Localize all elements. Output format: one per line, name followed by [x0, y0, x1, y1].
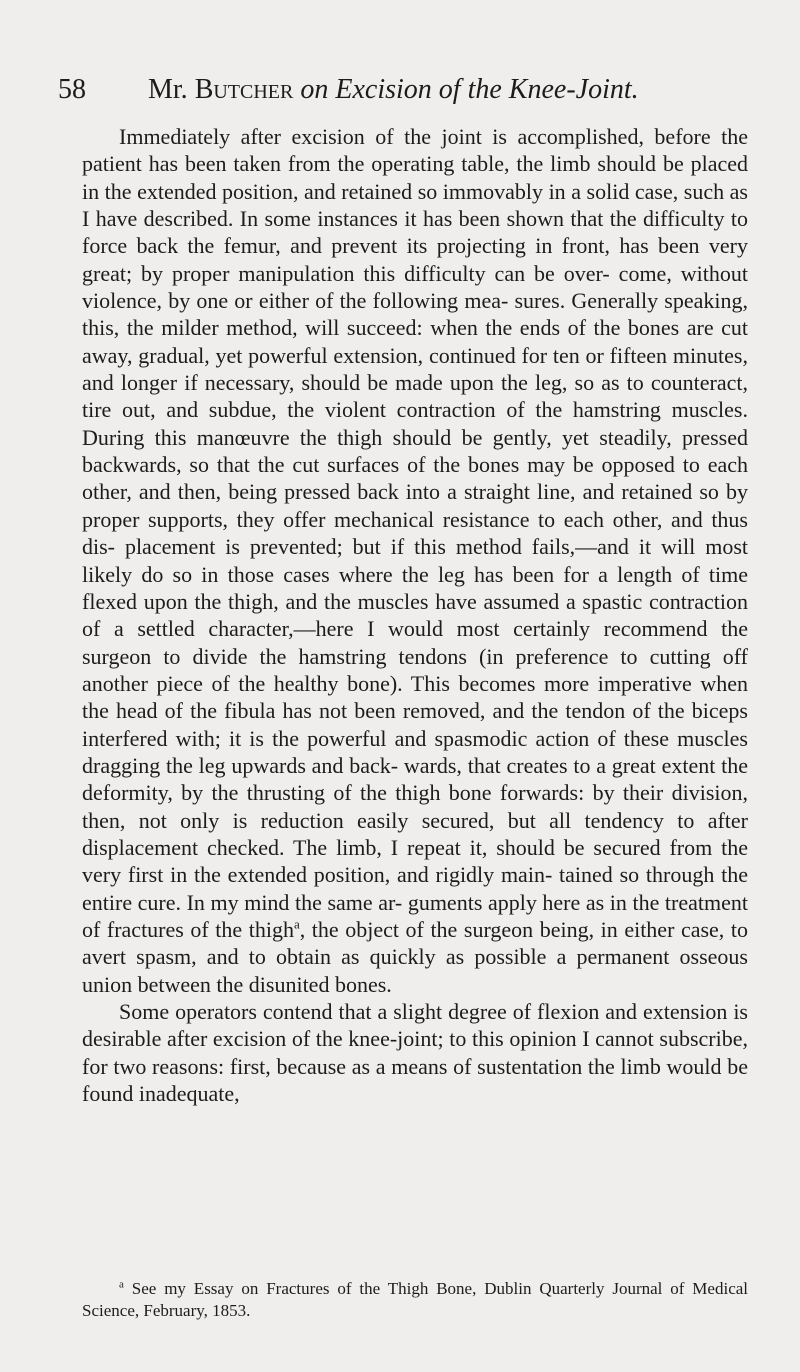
footnote: [82, 1278, 748, 1322]
title-connector: on: [300, 74, 329, 105]
title-excision: Excision: [335, 74, 432, 105]
footnote-marker: a: [119, 1278, 124, 1291]
paragraph-1-text: Immediately after excision of the joint is accomplished, before the patient has been taken from the operating table, the limb should be placed in the extended position, and retained so immovably in a solid case, such as I have described. In some instances it has been shown that the difficulty to force back the femur, and prevent its projecting in front, has been very great; by proper manipulation this difficulty can be over- come, without violence, by one or either of the following mea- sures. Generally speaking, this, the milder method, will succeed: when the ends of the bones are cut away, gradual, yet powerful extension, continued for ten or fifteen minutes, and longer if necessary, should be made upon the leg, so as to counteract, tire out, and subdue, the violent contraction of the hamstring muscles. During this manœuvre the thigh should be gently, yet steadily, pressed backwards, so that the cut surfaces of the bones may be opposed to each other, and then, being pressed back into a straight line, and retained so by proper supports, they offer mechanical resistance to each other, and thus dis- placement is prevented; but if this method fails,—and it will most likely do so in those cases where the leg has been for a length of time flexed upon the thigh, and the muscles have assumed a spastic contraction of a settled character,—here I would most certainly recommend the surgeon to divide the hamstring tendons (in preference to cutting off another piece of the healthy bone). This becomes more imperative when the head of the fibula has not been removed, and the tendon of the biceps interfered with; it is the powerful and spasmodic action of these muscles dragging the leg upwards and back- wards, that creates to a great extent the deformity, by the thrusting of the thigh bone forwards: by their division, then, not only is reduction easily secured, but all tendency to after displacement checked. The limb, I repeat it, should be secured from the very first in the extended position, and rigidly main- tained so through the entire cure. In my mind the same ar- guments apply here as in the treatment of fractures of the thigh: [82, 124, 748, 942]
author-name: Butcher: [194, 74, 294, 105]
author-prefix: Mr.: [148, 74, 188, 105]
title-topic: Knee-Joint.: [508, 74, 639, 105]
footnote-reference: a: [293, 916, 300, 932]
paragraph-1: [82, 123, 748, 998]
footnote-text: See my Essay on Fractures of the Thigh Bone, Dublin Quarterly Journal of Medical Science, February, 1853.: [82, 1279, 749, 1320]
page-number: 58: [58, 74, 86, 105]
paragraph-1-continuation: , the object of the surgeon being, in either case, to avert spasm, and to obtain as quickly as possible a permanent osseous union between the disunited bones.: [82, 916, 748, 997]
body-text: [82, 123, 748, 1107]
title-of: of the: [438, 74, 502, 105]
page-header: [58, 74, 748, 110]
paragraph-2: Some operators contend that a slight degree of flexion and extension is desirable after excision of the knee-joint; to this opinion I cannot subscribe, for two reasons: first, because as a means of sustentation the limb would be found inadequate,: [82, 999, 748, 1107]
running-head: [148, 74, 639, 106]
